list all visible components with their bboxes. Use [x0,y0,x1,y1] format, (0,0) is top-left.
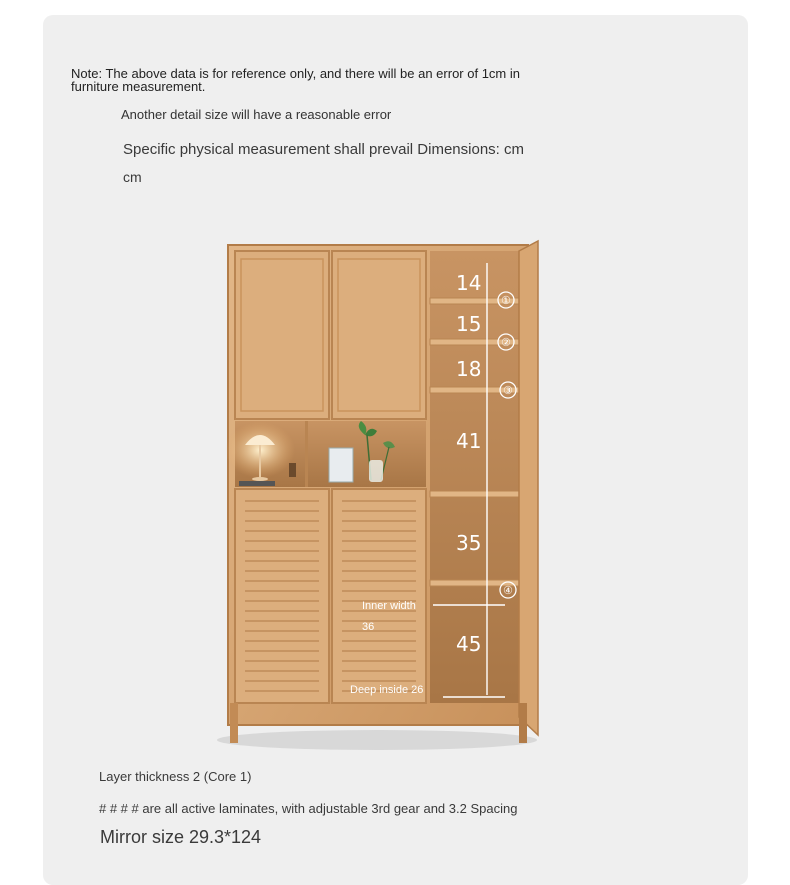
mirror-size: Mirror size 29.3*124 [100,827,262,847]
dim-label: 18 [456,357,482,381]
dim-label: 35 [456,531,482,555]
spec-note: Specific physical measurement shall prevail Dimensions: cm [123,141,524,158]
dim-label: 15 [456,312,482,336]
upper-door-left [235,251,329,419]
marker-label: ③ [503,384,513,397]
layer-thickness: Layer thickness 2 (Core 1) [99,769,252,784]
open-door [519,241,538,735]
note-line-2: furniture measurement. [71,79,206,94]
dim-label: 45 [456,632,482,656]
inner-width-value: 36 [362,621,375,633]
detail-note: Another detail size will have a reasonable error [121,107,392,122]
marker-label: ② [501,336,511,349]
unit-note: cm [123,169,142,185]
upper-door-right [332,251,426,419]
laminates-note: # # # # are all active laminates, with adjustable 3rd gear and 3.2 Spacing [99,801,518,816]
inner-width-label: Inner width [362,600,416,612]
marker-label: ① [501,294,511,307]
dim-label: 14 [456,271,482,295]
deep-inside-label: Deep inside 26 [350,684,424,696]
note-line-1: Note: The above data is for reference only, and there will be an error of 1cm in [71,66,520,81]
marker-label: ④ [503,584,513,597]
floor-shadow [217,730,537,750]
dim-label: 41 [456,429,482,453]
cabinet-image [205,235,550,755]
